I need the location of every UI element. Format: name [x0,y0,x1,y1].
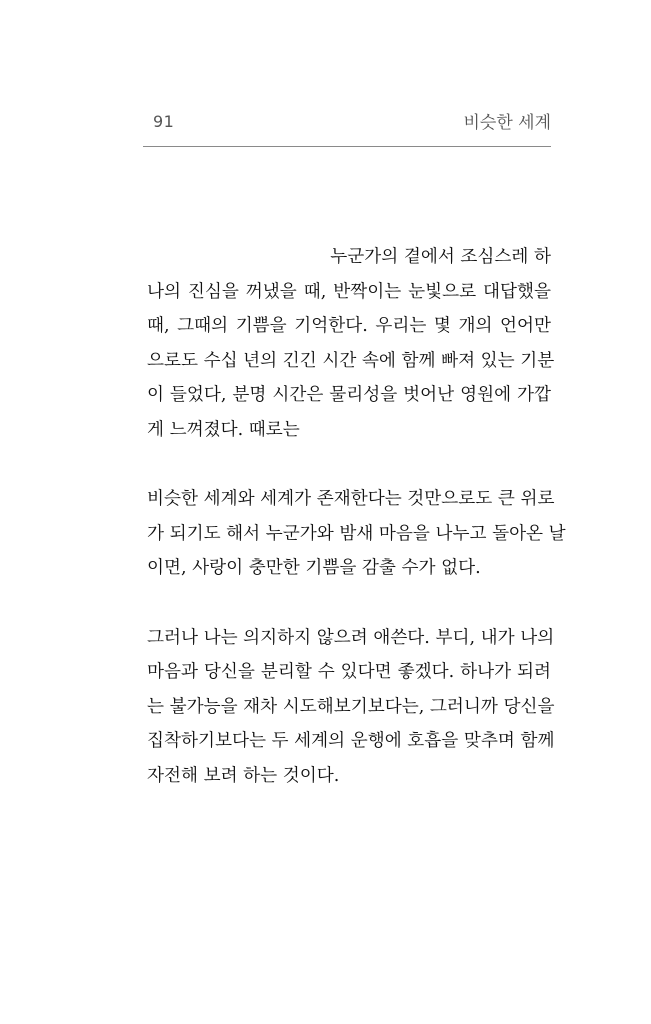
text-line: 그러나 나는 의지하지 않으려 애쓴다. 부디, 내가 나의 [147,627,555,648]
text-line: 때, 그때의 기쁨을 기억한다. 우리는 몇 개의 언어만 [147,316,551,336]
paragraph-gap [147,586,551,621]
body-text [147,240,566,793]
text-line: 나의 진심을 꺼냈을 때, 반짝이는 눈빛으로 대답했을 [147,281,551,302]
paragraph [147,482,566,586]
page-header [143,96,551,147]
text-line: 누군가의 곁에서 조심스레 하 [330,247,551,267]
paragraph [147,240,555,447]
text-line: 이 들었다, 분명 시간은 물리성을 벗어난 영원에 가깝 [147,385,551,405]
text-line: 집착하기보다는 두 세계의 운행에 호흡을 맞추며 함께 [147,731,555,751]
text-line: 자전해 보려 하는 것이다. [147,765,340,786]
text-line: 게 느껴졌다. 때로는 [147,419,300,440]
paragraph [147,621,555,794]
text-line: 으로도 수십 년의 긴긴 시간 속에 함께 빠져 있는 기분 [147,350,555,371]
text-line: 마음과 당신을 분리할 수 있다면 좋겠다. 하나가 되려 [147,662,551,682]
paragraph-gap [147,447,551,482]
text-line: 가 되기도 해서 누군가와 밤새 마음을 나누고 돌아온 날 [147,523,566,544]
text-line: 이면, 사랑이 충만한 기쁨을 감출 수가 없다. [147,558,481,578]
running-title: 비슷한 세계 [463,113,551,133]
text-line: 는 불가능을 재차 시도해보기보다는, 그러니까 당신을 [147,696,555,717]
page-number: 91 [153,112,175,131]
text-line: 비슷한 세계와 세계가 존재한다는 것만으로도 큰 위로 [147,489,555,509]
